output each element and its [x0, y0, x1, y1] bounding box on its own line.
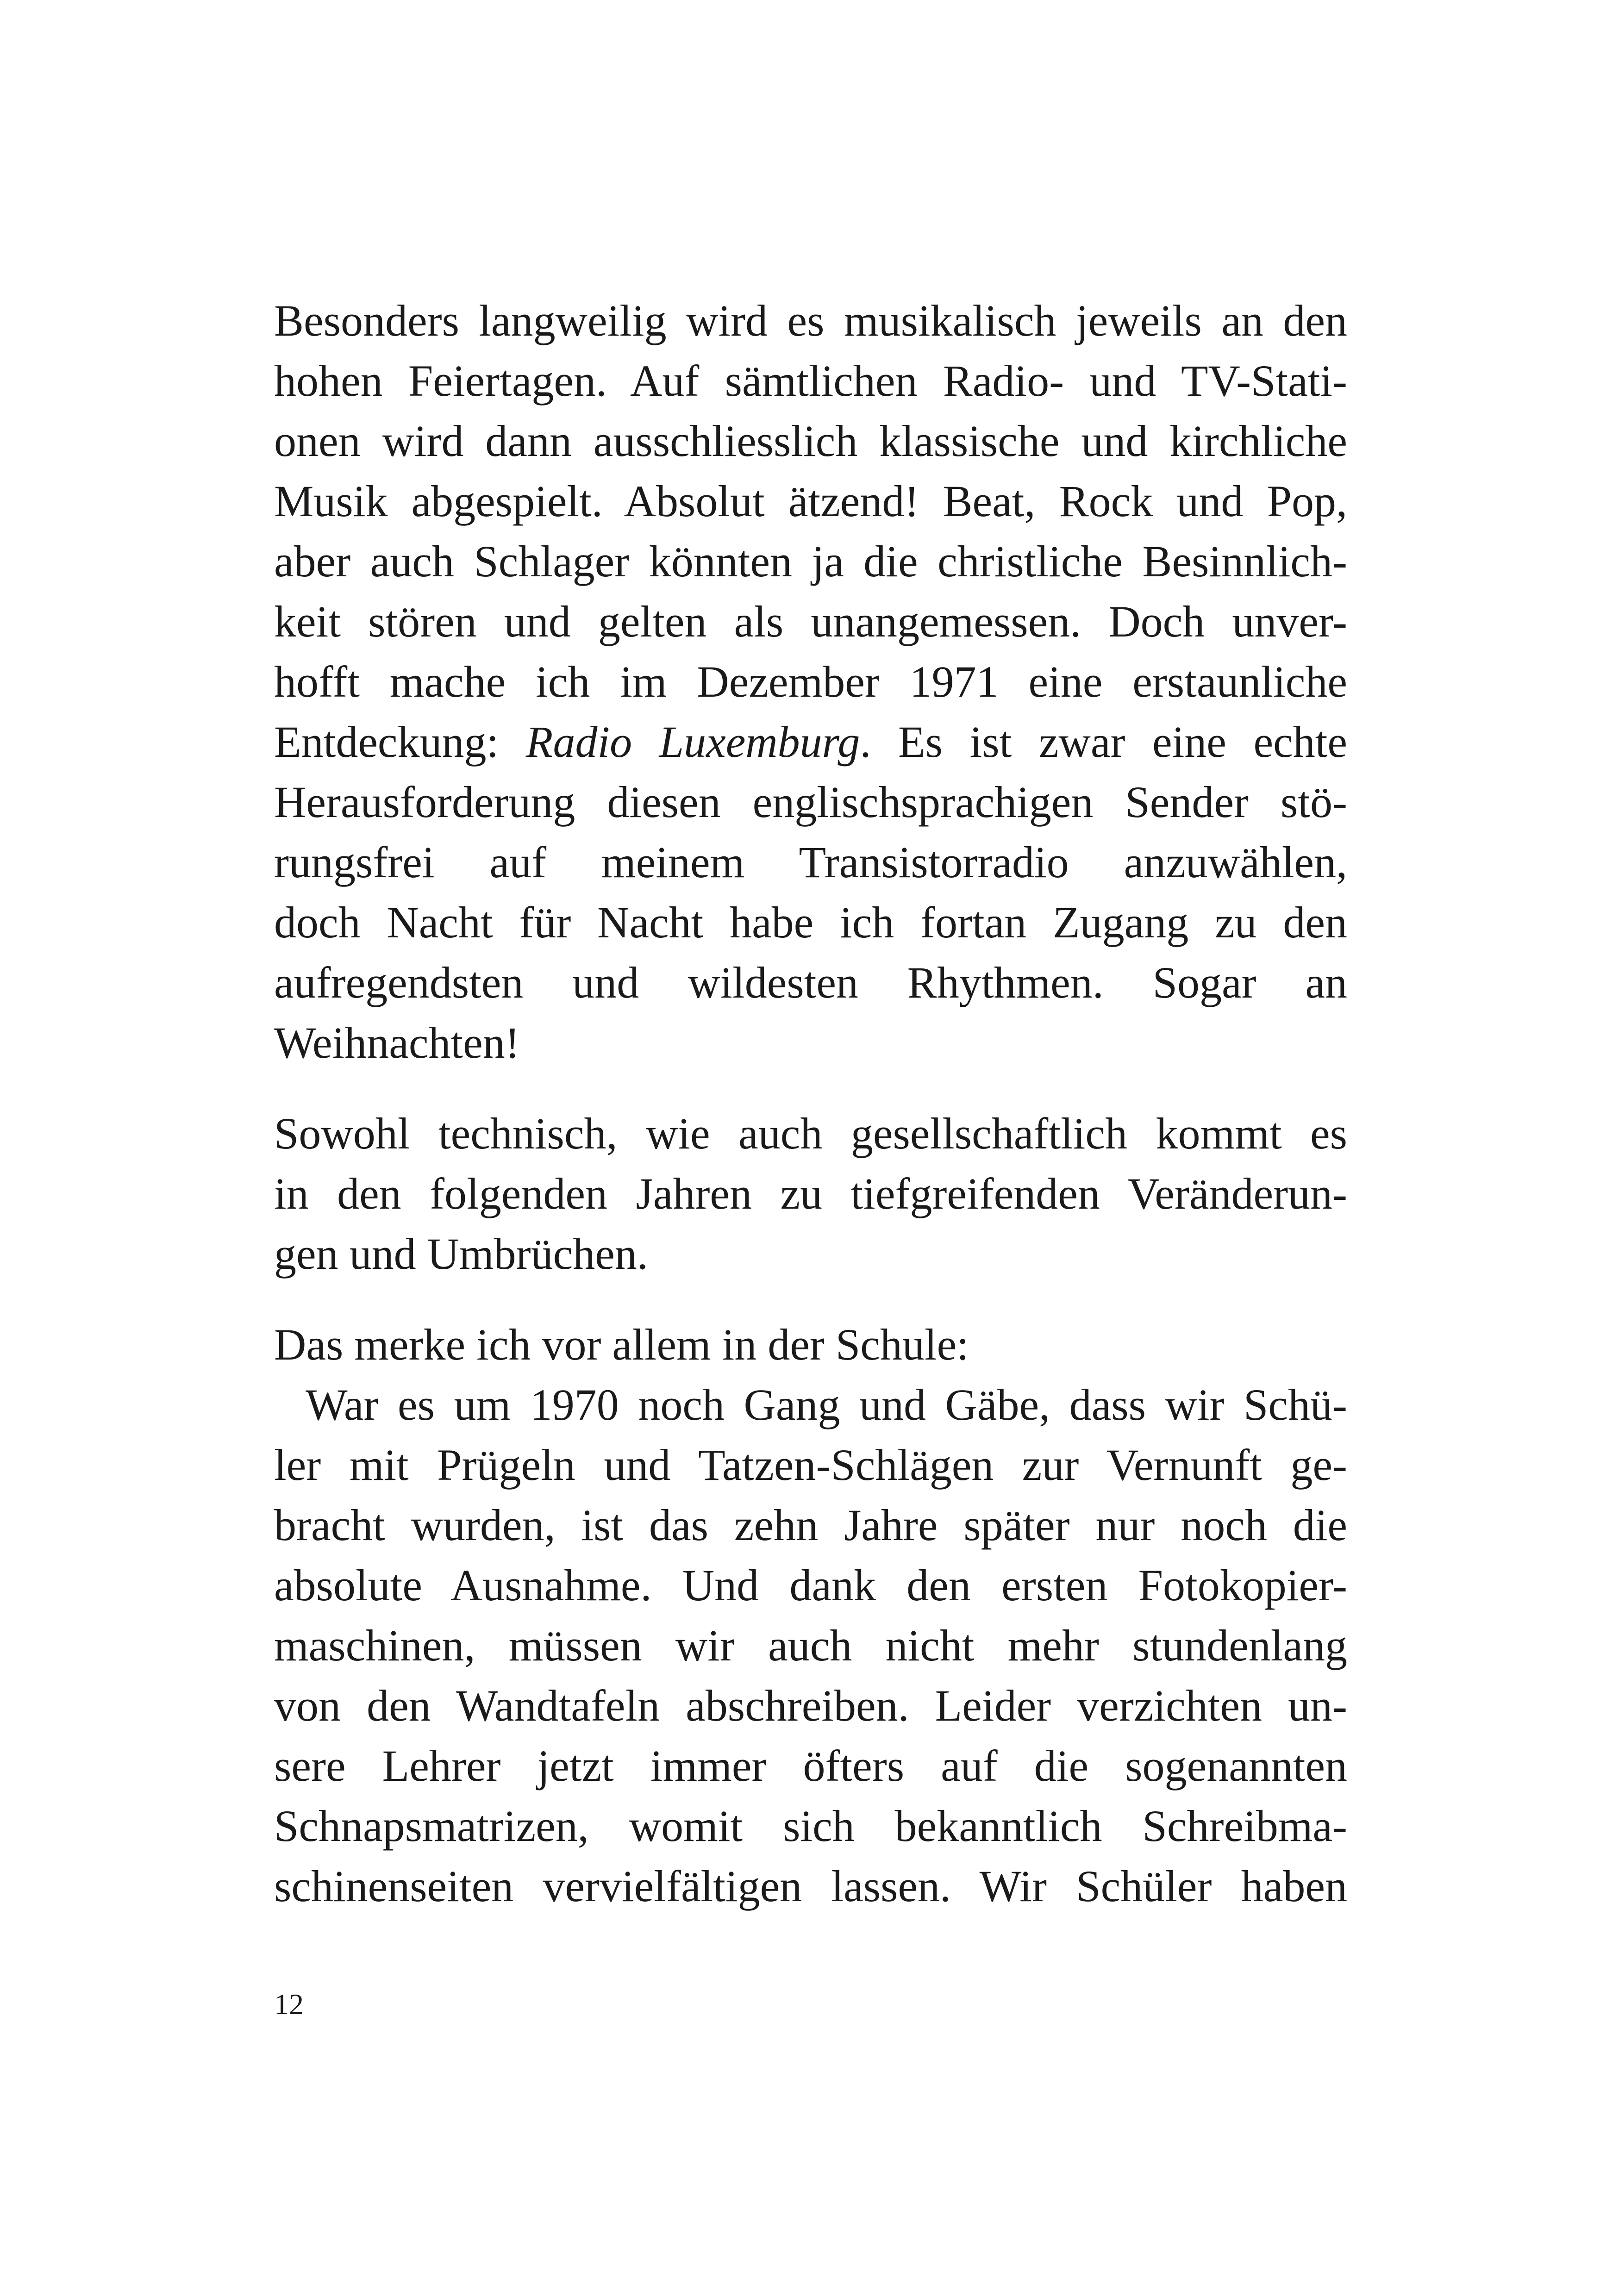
- text-line-with-italic: [274, 712, 1347, 772]
- text-line: aber auch Schlager könnten ja die christliche Besinnlich-: [274, 537, 1347, 586]
- text-line: von den Wandtafeln abschreiben. Leider verzichten un-: [274, 1681, 1347, 1730]
- text-line: in den folgenden Jahren zu tiefgreifenden Veränderun-: [274, 1169, 1347, 1218]
- text-line: Musik abgespielt. Absolut ätzend! Beat, Rock und Pop,: [274, 476, 1347, 526]
- text-line: onen wird dann ausschliesslich klassische und kirchliche: [274, 416, 1347, 466]
- text-line: maschinen, müssen wir auch nicht mehr stundenlang: [274, 1621, 1347, 1670]
- text-line: Schnapsmatrizen, womit sich bekanntlich Schreibma-: [274, 1801, 1347, 1851]
- text-line: schinenseiten vervielfältigen lassen. Wir Schüler haben: [274, 1861, 1347, 1911]
- text-line: ler mit Prügeln und Tatzen-Schlägen zur Vernunft ge-: [274, 1440, 1347, 1490]
- italic-title: Radio Luxemburg: [525, 717, 860, 767]
- text-line: Weihnachten!: [274, 1018, 520, 1067]
- paragraph-gap: [274, 1284, 1347, 1315]
- text-line: aufregendsten und wildesten Rhythmen. Sogar an: [274, 958, 1347, 1007]
- text-line: War es um 1970 noch Gang und Gäbe, dass wir Schü-: [306, 1380, 1347, 1429]
- text-line: Sowohl technisch, wie auch gesellschaftlich kommt es: [274, 1109, 1347, 1158]
- text-line: Besonders langweilig wird es musikalisch jeweils an den: [274, 296, 1347, 345]
- text-line: rungsfrei auf meinem Transistorradio anzuwählen,: [274, 837, 1347, 887]
- text-line: doch Nacht für Nacht habe ich fortan Zugang zu den: [274, 898, 1347, 947]
- text-line: Herausforderung diesen englischsprachigen Sender stö-: [274, 777, 1347, 827]
- text-line: sere Lehrer jetzt immer öfters auf die sogenannten: [274, 1741, 1347, 1791]
- text-line: Das merke ich vor allem in der Schule:: [274, 1320, 969, 1369]
- text-line: keit stören und gelten als unangemessen. Doch unver-: [274, 597, 1347, 646]
- text-line: gen und Umbrüchen.: [274, 1229, 648, 1279]
- text-line: bracht wurden, ist das zehn Jahre später nur noch die: [274, 1500, 1347, 1550]
- page-number: 12: [274, 1988, 304, 2021]
- paragraph-gap: [274, 1073, 1347, 1104]
- text-span: Entdeckung:: [274, 717, 526, 767]
- text-line: hofft mache ich im Dezember 1971 eine erstaunliche: [274, 657, 1347, 706]
- text-span: . Es ist zwar eine echte: [860, 717, 1348, 767]
- text-line: hohen Feiertagen. Auf sämtlichen Radio- und TV-Stati-: [274, 356, 1347, 406]
- body-text: [274, 291, 1347, 1916]
- text-line: absolute Ausnahme. Und dank den ersten Fotokopier-: [274, 1560, 1347, 1610]
